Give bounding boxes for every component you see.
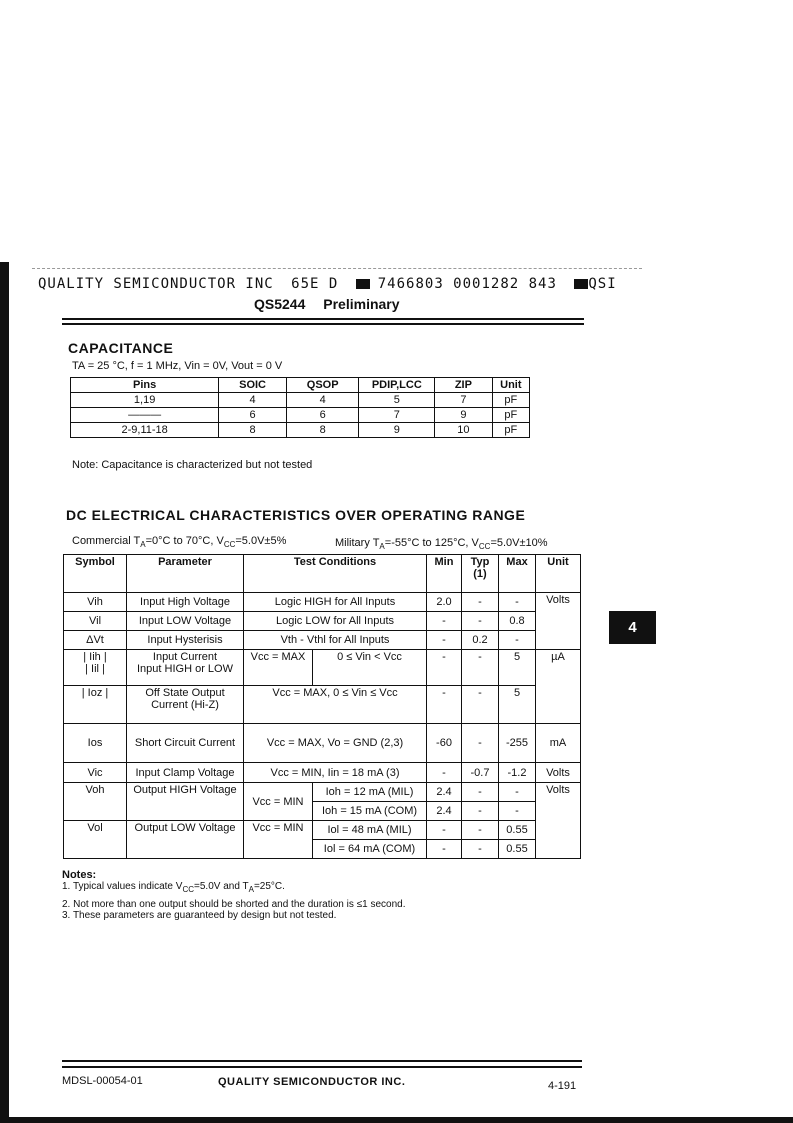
cell: Vcc = MIN <box>244 783 313 821</box>
capacitance-title: CAPACITANCE <box>68 340 174 356</box>
cell: - <box>462 724 499 763</box>
page-subtitle <box>254 296 414 312</box>
cell: Logic HIGH for All Inputs <box>244 593 427 612</box>
text: Current (Hi-Z) <box>151 699 219 711</box>
cell: - <box>427 840 462 859</box>
table-row <box>64 821 581 840</box>
cell: Logic LOW for All Inputs <box>244 612 427 631</box>
cell: Vol <box>64 821 127 859</box>
cell: 2.4 <box>427 802 462 821</box>
col-unit: Unit <box>492 378 529 393</box>
cell: 0.8 <box>499 612 536 631</box>
cell: -1.2 <box>499 763 536 783</box>
table-row <box>64 593 581 612</box>
cell: - <box>427 612 462 631</box>
black-block-icon <box>356 279 370 289</box>
table-row <box>71 393 530 408</box>
table-row <box>64 724 581 763</box>
cell: 1,19 <box>71 393 219 408</box>
cell: - <box>462 840 499 859</box>
cell: Input Hysterisis <box>127 631 244 650</box>
cell: Output LOW Voltage <box>127 821 244 859</box>
cell: - <box>499 802 536 821</box>
notes-title: Notes: <box>62 869 97 881</box>
text: Off State Output <box>145 687 225 699</box>
text: Commercial T <box>72 535 141 547</box>
cell: - <box>462 686 499 724</box>
header-dash-line <box>32 268 642 269</box>
cell: Volts <box>536 783 581 859</box>
cell: Volts <box>536 593 581 650</box>
text: =25°C. <box>253 881 285 892</box>
text: =5.0V±5% <box>235 535 287 547</box>
scan-bottom-edge <box>0 1117 793 1123</box>
cell: - <box>462 821 499 840</box>
footer-rule <box>62 1066 582 1068</box>
col-pdip: PDIP,LCC <box>359 378 435 393</box>
cell: Input Clamp Voltage <box>127 763 244 783</box>
col-pins: Pins <box>71 378 219 393</box>
cell: - <box>462 783 499 802</box>
header-code2: 7466803 0001282 843 <box>377 276 557 292</box>
cell: 2.0 <box>427 593 462 612</box>
cell: 8 <box>219 423 287 438</box>
cell: Voh <box>64 783 127 821</box>
col-parameter: Parameter <box>127 555 244 593</box>
header-code3: QSI <box>588 276 617 292</box>
text: CC <box>182 885 195 894</box>
text: =-55°C to 125°C, V <box>384 537 479 549</box>
dc-title: DC ELECTRICAL CHARACTERISTICS OVER OPERATING RANGE <box>66 507 526 523</box>
part-number: QS5244 <box>254 296 306 312</box>
cell: Vih <box>64 593 127 612</box>
cell: Ios <box>64 724 127 763</box>
cell: 0 ≤ Vin < Vcc <box>313 650 427 686</box>
text: =5.0V±10% <box>490 537 548 549</box>
dc-notes <box>62 870 406 921</box>
cell: 6 <box>286 408 359 423</box>
table-row <box>64 631 581 650</box>
cell: 7 <box>435 393 493 408</box>
table-row <box>64 612 581 631</box>
cell: - <box>462 650 499 686</box>
cell: pF <box>492 408 529 423</box>
table-row <box>71 408 530 423</box>
scan-left-edge <box>0 262 9 1123</box>
table-row <box>71 423 530 438</box>
cell: pF <box>492 393 529 408</box>
col-min: Min <box>427 555 462 593</box>
text: =0°C to 70°C, V <box>145 535 224 547</box>
table-row <box>64 783 581 802</box>
cell <box>127 686 244 724</box>
cell: Ioh = 15 mA (COM) <box>313 802 427 821</box>
cell: Vcc = MAX <box>244 650 313 686</box>
cell: 6 <box>219 408 287 423</box>
cell: Vcc = MAX, Vo = GND (2,3) <box>244 724 427 763</box>
cell: Vil <box>64 612 127 631</box>
cell: 5 <box>499 650 536 686</box>
note-1 <box>62 881 406 895</box>
cell: 2-9,11-18 <box>71 423 219 438</box>
col-unit: Unit <box>536 555 581 593</box>
footer-doc-number: MDSL-00054-01 <box>62 1075 143 1087</box>
cell: Output HIGH Voltage <box>127 783 244 821</box>
black-block-icon <box>574 279 588 289</box>
cell: - <box>462 612 499 631</box>
text: Military T <box>335 537 380 549</box>
cell: Input LOW Voltage <box>127 612 244 631</box>
col-qsop: QSOP <box>286 378 359 393</box>
text: 1. Typical values indicate V <box>62 881 183 892</box>
text: Input Current <box>152 651 218 663</box>
table-header-row <box>64 555 581 593</box>
text: | Iih | <box>83 651 107 663</box>
cell: µA <box>536 650 581 724</box>
cell: pF <box>492 423 529 438</box>
text: A <box>140 540 146 550</box>
cell: Volts <box>536 763 581 783</box>
cell: - <box>499 783 536 802</box>
table-row <box>64 650 581 686</box>
cell: 0.55 <box>499 840 536 859</box>
capacitance-table <box>70 377 530 438</box>
col-typ: Typ (1) <box>462 555 499 593</box>
dc-table <box>63 554 581 859</box>
text: =5.0V and T <box>194 881 249 892</box>
header-rule <box>62 318 584 320</box>
header-rule <box>62 323 584 325</box>
cell: - <box>427 686 462 724</box>
cell: 5 <box>359 393 435 408</box>
text: A <box>248 885 254 894</box>
text: CC <box>223 540 236 550</box>
note-2: 2. Not more than one output should be shorted and the duration is ≤1 second. <box>62 899 406 910</box>
cell: ΔVt <box>64 631 127 650</box>
cell: 9 <box>435 408 493 423</box>
doc-status: Preliminary <box>323 296 400 312</box>
note-3: 3. These parameters are guaranteed by design but not tested. <box>62 910 337 921</box>
cell: 0.55 <box>499 821 536 840</box>
commercial-range <box>72 535 286 549</box>
col-symbol: Symbol <box>64 555 127 593</box>
cell: Iol = 64 mA (COM) <box>313 840 427 859</box>
section-tab: 4 <box>609 611 656 644</box>
text: Input HIGH or LOW <box>137 663 233 675</box>
cell: ——— <box>71 408 219 423</box>
cell: Short Circuit Current <box>127 724 244 763</box>
footer-company: QUALITY SEMICONDUCTOR INC. <box>218 1076 406 1088</box>
col-soic: SOIC <box>219 378 287 393</box>
cell: - <box>427 631 462 650</box>
cell: -0.7 <box>462 763 499 783</box>
table-row <box>64 686 581 724</box>
footer-page-number: 4-191 <box>548 1080 577 1092</box>
cell: -60 <box>427 724 462 763</box>
cell: 9 <box>359 423 435 438</box>
col-zip: ZIP <box>435 378 493 393</box>
cell: Vcc = MIN <box>244 821 313 859</box>
header-company: QUALITY SEMICONDUCTOR INC <box>38 276 274 292</box>
cell: 2.4 <box>427 783 462 802</box>
cell: - <box>427 821 462 840</box>
cell: mA <box>536 724 581 763</box>
cell <box>127 650 244 686</box>
cell: | Ioz | <box>64 686 127 724</box>
cell: Vcc = MIN, Iin = 18 mA (3) <box>244 763 427 783</box>
col-max: Max <box>499 555 536 593</box>
cell: - <box>499 593 536 612</box>
cell: Vth - Vthl for All Inputs <box>244 631 427 650</box>
capacitance-note: Note: Capacitance is characterized but not tested <box>72 459 313 471</box>
cell: -255 <box>499 724 536 763</box>
cell: Iol = 48 mA (MIL) <box>313 821 427 840</box>
cell: 8 <box>286 423 359 438</box>
text: | Iil | <box>85 663 105 675</box>
cell: - <box>427 650 462 686</box>
footer-rule <box>62 1060 582 1062</box>
cell: 5 <box>499 686 536 724</box>
capacitance-conditions: TA = 25 °C, f = 1 MHz, Vin = 0V, Vout = 0 V <box>72 360 283 372</box>
cell: 4 <box>286 393 359 408</box>
cell: - <box>462 802 499 821</box>
cell: Ioh = 12 mA (MIL) <box>313 783 427 802</box>
text: A <box>379 542 385 552</box>
header-code1: 65E D <box>291 276 339 292</box>
cell: - <box>499 631 536 650</box>
cell: 10 <box>435 423 493 438</box>
cell: Vcc = MAX, 0 ≤ Vin ≤ Vcc <box>244 686 427 724</box>
text: CC <box>478 542 491 552</box>
cell <box>64 650 127 686</box>
fax-header-line <box>38 276 648 292</box>
cell: 0.2 <box>462 631 499 650</box>
cell: Vic <box>64 763 127 783</box>
cell: - <box>427 763 462 783</box>
cell: 4 <box>219 393 287 408</box>
col-test-conditions: Test Conditions <box>244 555 427 593</box>
cell: 7 <box>359 408 435 423</box>
table-row <box>64 763 581 783</box>
military-range <box>335 537 548 551</box>
cell: - <box>462 593 499 612</box>
table-header-row <box>71 378 530 393</box>
cell: Input High Voltage <box>127 593 244 612</box>
